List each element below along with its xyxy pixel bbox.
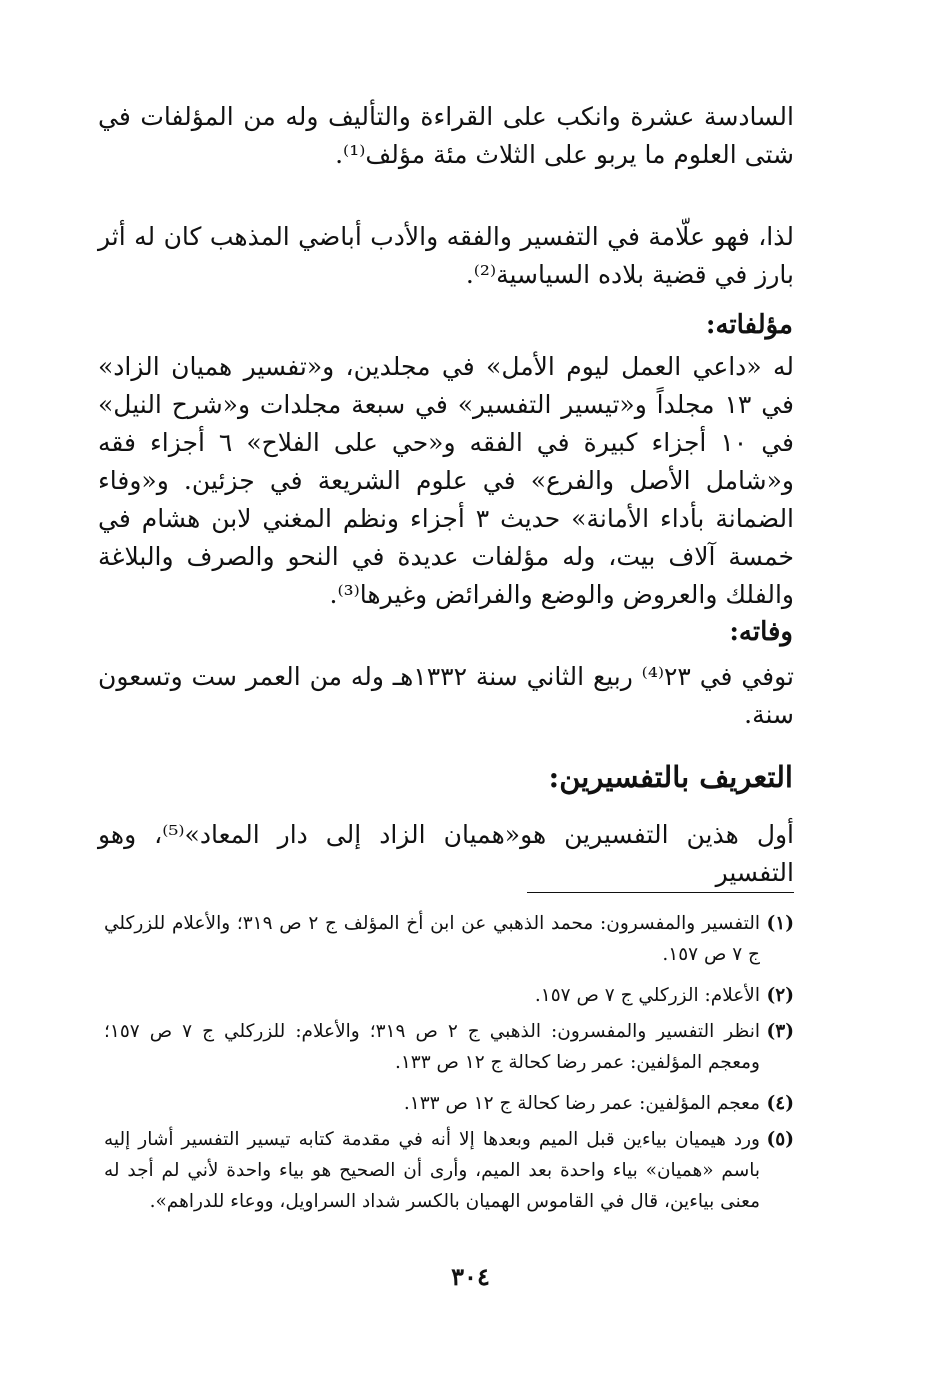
- footnote-number: (٢): [766, 985, 794, 1006]
- heading-works: مؤلفاته:: [705, 310, 793, 340]
- footnote-2: [104, 980, 794, 1011]
- footnote-text: التفسير والمفسرون: محمد الذهبي عن ابن أخ المؤلف ج ٢ ص ٣١٩؛ والأعلام للزركلي ج ٧ ص ١٥٧.: [104, 913, 760, 965]
- footnote-text: معجم المؤلفين: عمر رضا كحالة ج ١٢ ص ١٣٣.: [403, 1093, 760, 1114]
- footnote-number: (٤): [766, 1093, 794, 1114]
- paragraph-works-list: له «داعي العمل ليوم الأمل» في مجلدين، و«تفسير هميان الزاد» في ١٣ مجلداً و«تيسير التفسير» في سبعة مجلدات و«شرح النيل» في ١٠ أجزاء كبيرة في الفقه و«حي على الفلاح» ٦ أجزاء فقه و«شامل الأصل والفرع» في علوم الشريعة في جزئين. و«وفاء الضمانة بأداء الأمانة» حديث ٣ أجزاء ونظم المغني لابن هشام في خمسة آلاف بيت، وله مؤلفات عديدة في النحو والصرف والبلاغة والفلك والعروض والوضع والفرائض وغيرها⁽³⁾.: [98, 352, 795, 609]
- paragraph-intro-continuation: السادسة عشرة وانكب على القراءة والتأليف وله من المؤلفات في شتى العلوم ما يربو على الثلاث مئة مؤلف⁽¹⁾.: [98, 102, 794, 169]
- footnote-number: (٣): [766, 1021, 794, 1042]
- footnote-text: انظر التفسير والمفسرون: الذهبي ج ٢ ص ٣١٩؛ والأعلام: للزركلي ج ٧ ص ١٥٧؛ ومعجم المؤلفين: عمر رضا كحالة ج ١٢ ص ١٣٣.: [104, 1021, 760, 1073]
- footnote-text: الأعلام: الزركلي ج ٧ ص ١٥٧.: [534, 985, 760, 1006]
- footnote-3: [104, 1016, 794, 1078]
- heading-definition: التعريف بالتفسيرين:: [548, 760, 793, 794]
- paragraph-scholar-summary: لذا، فهو علّامة في التفسير والفقه والأدب أباضي المذهب كان له أثر بارز في قضية بلاده السياسية⁽²⁾.: [98, 222, 794, 289]
- footnote-4: [104, 1088, 794, 1119]
- page-number: ٣٠٤: [451, 1262, 490, 1291]
- footnote-text: ورد هيميان بياءين قبل الميم وبعدها إلا أنه في مقدمة كتابه تيسير التفسير أشار إليه باسم «هميان» بياء واحدة بعد الميم، وأرى أن الصحيح هو بياء واحدة لأني لم أجد له معنى بياءين، قال في القاموس الهميان بالكسر شداد السراويل، ووعاء للدراهم».: [104, 1129, 760, 1212]
- paragraph-death: توفي في ٢٣⁽⁴⁾ ربيع الثاني سنة ١٣٣٢هـ وله من العمر ست وتسعون سنة.: [98, 662, 794, 729]
- footnote-5: [104, 1124, 794, 1217]
- footnote-number: (٥): [766, 1129, 794, 1150]
- heading-death: وفاته:: [729, 617, 793, 647]
- footnote-1: [104, 908, 794, 970]
- footnote-divider: [527, 892, 794, 893]
- paragraph-definition: أول هذين التفسيرين هو«هميان الزاد إلى دار المعاد»⁽⁵⁾، وهو التفسير: [98, 820, 794, 887]
- footnote-number: (١): [766, 913, 794, 934]
